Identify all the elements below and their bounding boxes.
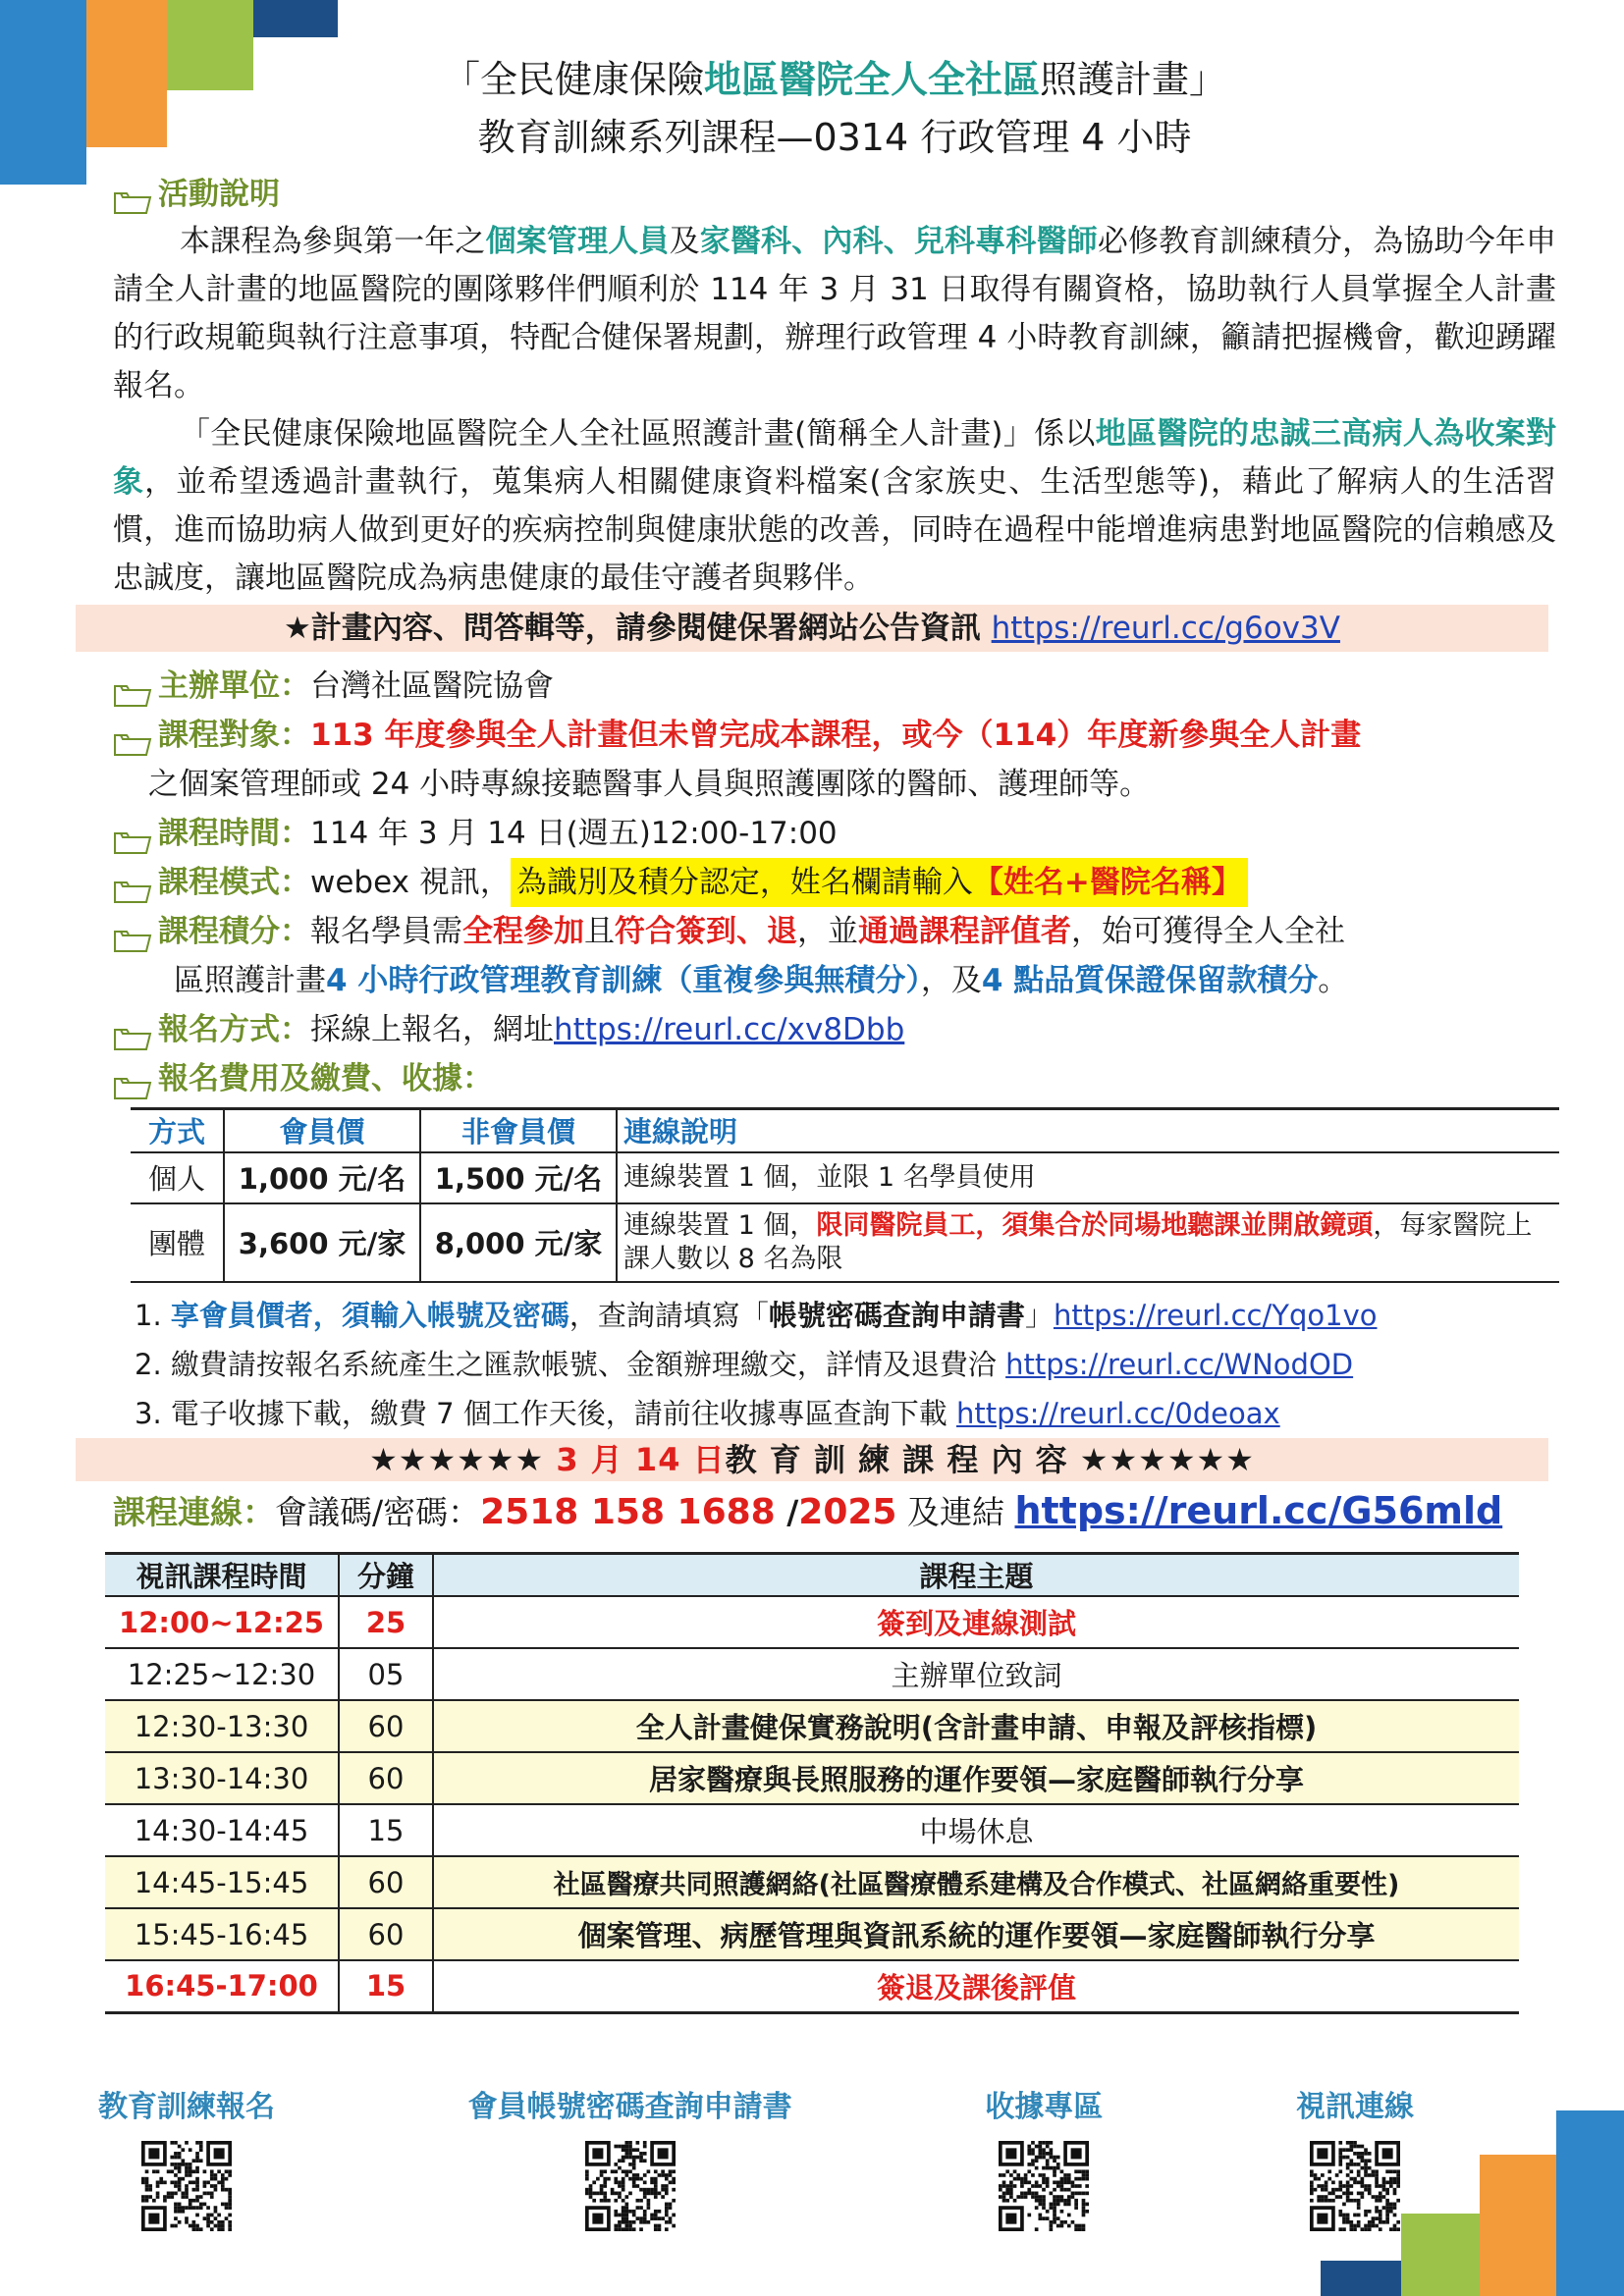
account-form-link[interactable]: https://reurl.cc/Yqo1vo (1053, 1298, 1378, 1332)
credit-row: 課程積分： 報名學員需 全程參加 且 符合簽到、退 ，並 通過課程評值者 ，始可獲得全人全社 (113, 907, 1556, 956)
qr-code-icon[interactable] (585, 2141, 676, 2231)
flyer-content (113, 49, 1556, 2014)
target-continued: 之個案管理師或 24 小時專線接聽醫事人員與照護團隊的醫師、護理師等。 (148, 767, 1151, 802)
table-row: 12:30-13:30 60 全人計畫健保實務說明(含計畫申請、申報及評核指標) (105, 1700, 1519, 1752)
receipt-link[interactable]: https://reurl.cc/0deoax (956, 1396, 1280, 1430)
activity-paragraph-2: 「全民健康保險地區醫院全人全社區照護計畫(簡稱全人計畫)」係以地區醫院的忠誠三高病人為收案對象，並希望透過計畫執行，蒐集病人相關健康資料檔案(含家族史、生活型態等)，藉此了解病人的生活習慣，進而協助病人做到更好的疾病控制與健康狀態的改善，同時在過程中能增進病患對地區醫院的信賴感及忠誠度，讓地區醫院成為病患健康的最佳守護者與夥伴。 (113, 416, 1557, 596)
fee-table-header: 方式 會員價 非會員價 連線說明 (131, 1109, 1559, 1152)
folder-icon (113, 919, 152, 944)
folder-icon (113, 870, 152, 895)
page-subtitle: 教育訓練系列課程—0314 行政管理 4 小時 (477, 116, 1192, 159)
signup-link[interactable]: https://reurl.cc/xv8Dbb (554, 1012, 905, 1047)
fee-table (131, 1107, 1559, 1283)
table-row: 16:45-17:00 15 簽退及課後評值 (105, 1960, 1519, 2012)
table-row: 13:30-14:30 60 居家醫療與長照服務的運作要領—家庭醫師執行分享 (105, 1752, 1519, 1804)
webex-link[interactable]: https://reurl.cc/G56mld (1014, 1488, 1503, 1532)
qr-code-row (98, 2086, 1414, 2231)
qr-account-form[interactable]: 會員帳號密碼查詢申請書 (468, 2086, 792, 2231)
qr-code-icon[interactable] (1310, 2141, 1400, 2231)
schedule-header: 視訊課程時間 分鐘 課程主題 (105, 1553, 1519, 1596)
payment-link[interactable]: https://reurl.cc/WNodOD (1005, 1347, 1354, 1381)
fee-row: 報名費用及繳費、收據： (113, 1054, 1556, 1103)
table-row: 14:45-15:45 60 社區醫療共同照護網絡(社區醫療體系建構及合作模式、社區網絡重要性) (105, 1856, 1519, 1908)
note-3: 3. 電子收據下載，繳費 7 個工作天後，請前往收據專區查詢下載 https://reurl.cc/0deoax (135, 1396, 1280, 1430)
folder-icon (113, 182, 152, 207)
page-title: 「全民健康保險地區醫院全人全社區照護計畫」 (442, 58, 1227, 101)
plan-info-link[interactable]: https://reurl.cc/g6ov3V (991, 611, 1340, 646)
table-row: 個人 1,000 元/名 1,500 元/名 連線裝置 1 個，並限 1 名學員使用 (131, 1152, 1559, 1203)
note-1: 1. 享會員價者，須輸入帳號及密碼，查詢請填寫「帳號密碼查詢申請書」https://reurl.cc/Yqo1vo (135, 1298, 1378, 1332)
connection-info: 課程連線：會議碼/密碼：2518 158 1688 /2025 及連結 https://reurl.cc/G56mld (113, 1488, 1503, 1532)
activity-paragraph-1: 本課程為參與第一年之個案管理人員及家醫科、內科、兒科專科醫師必修教育訓練積分，為協助今年申請全人計畫的地區醫院的團隊夥伴們順利於 114 年 3 月 31 日取得有關資格，協助執行人員掌握全人計畫的行政規範與執行注意事項，特配合健保署規劃，辦理行政管理 4 小時教育訓練，籲請把握機會，歡迎踴躍報名。 (113, 224, 1557, 403)
qr-webex[interactable]: 視訊連線 (1296, 2086, 1414, 2231)
qr-code-icon[interactable] (141, 2141, 232, 2231)
folder-icon (113, 673, 152, 699)
folder-icon (113, 1017, 152, 1042)
signup-row: 報名方式： 採線上報名，網址 https://reurl.cc/xv8Dbb (113, 1005, 1556, 1054)
qr-signup[interactable]: 教育訓練報名 (98, 2086, 275, 2231)
deco-top-navy (253, 0, 338, 37)
mode-row: 課程模式： webex 視訊， 為識別及積分認定，姓名欄請輸入【姓名+醫院名稱】 (113, 858, 1556, 907)
note-2: 2. 繳費請按報名系統產生之匯款帳號、金額辦理繳交，詳情及退費洽 https://reurl.cc/WNodOD (135, 1347, 1354, 1381)
table-row: 14:30-14:45 15 中場休息 (105, 1804, 1519, 1856)
table-row: 15:45-16:45 60 個案管理、病歷管理與資訊系統的運作要領—家庭醫師執行分享 (105, 1908, 1519, 1960)
deco-top-blue (0, 0, 86, 185)
qr-receipt[interactable]: 收據專區 (985, 2086, 1103, 2231)
schedule-table (105, 1552, 1519, 2014)
table-row: 12:25~12:30 05 主辦單位致詞 (105, 1648, 1519, 1700)
folder-icon (113, 722, 152, 748)
credit-continued: 區照護計畫4 小時行政管理教育訓練（重複參與無積分），及4 點品質保證保留款積分。 (174, 963, 1349, 998)
qr-code-icon[interactable] (999, 2141, 1089, 2231)
info-banner: ★計畫內容、問答輯等，請參閱健保署網站公告資訊 https://reurl.cc/g6ov3V (76, 605, 1548, 652)
table-row: 團體 3,600 元/家 8,000 元/家 連線裝置 1 個，限同醫院員工，須集合於同場地聽課並開啟鏡頭，每家醫院上課人數以 8 名為限 (131, 1203, 1559, 1282)
time-row: 課程時間： 114 年 3 月 14 日(週五)12:00-17:00 (113, 809, 1556, 858)
folder-icon (113, 1066, 152, 1092)
payment-notes (113, 1291, 1556, 1438)
organizer-row: 主辦單位： 台灣社區醫院協會 (113, 662, 1556, 711)
folder-icon (113, 821, 152, 846)
deco-bottom-blue (1556, 2110, 1624, 2296)
name-format-highlight: 為識別及積分認定，姓名欄請輸入【姓名+醫院名稱】 (511, 858, 1248, 907)
deco-bottom-navy (1321, 2261, 1401, 2296)
table-row: 12:00~12:25 25 簽到及連線測試 (105, 1596, 1519, 1648)
target-row: 課程對象： 113 年度參與全人計畫但未曾完成本課程，或今（114）年度新參與全人計畫 (113, 711, 1556, 760)
activity-heading: 活動說明 (113, 171, 1556, 218)
deco-bottom-orange (1480, 2155, 1556, 2296)
course-content-banner: ★★★★★★ 3 月 14 日教 育 訓 練 課 程 內 容 ★★★★★★ (76, 1438, 1548, 1481)
